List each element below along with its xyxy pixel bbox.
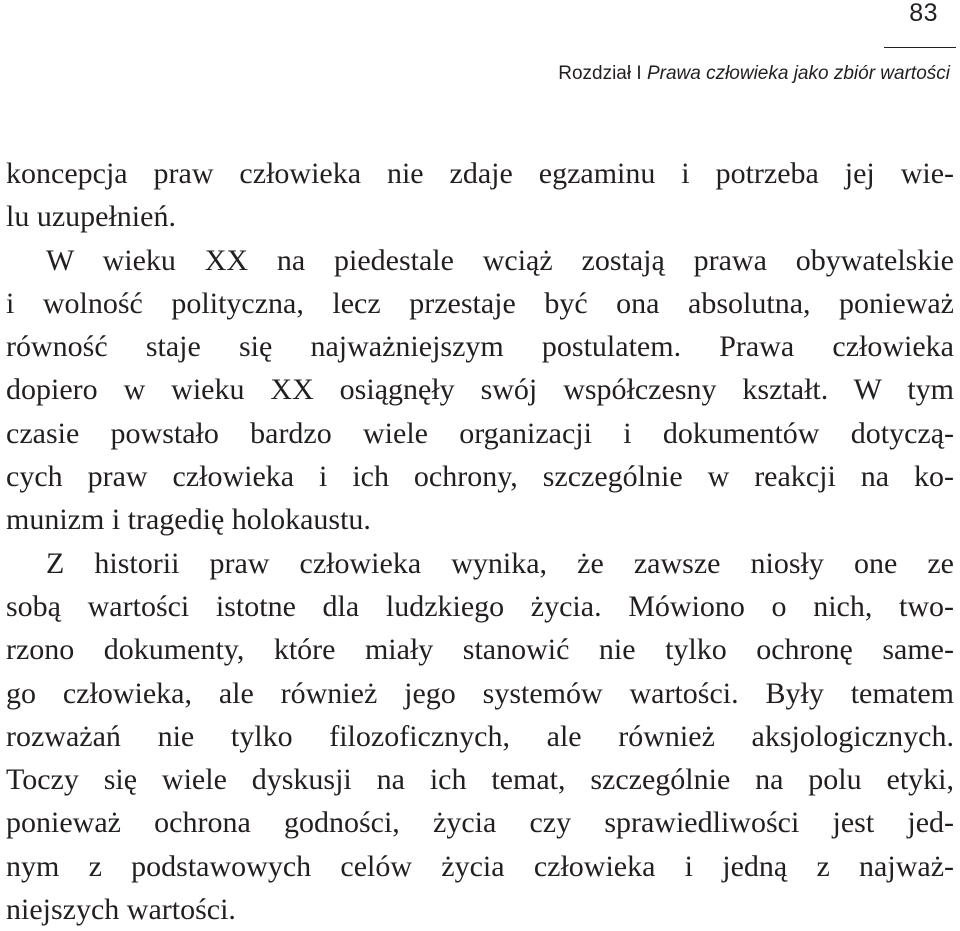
running-head [558,61,950,87]
text-line: rozważań nie tylko filozoficznych, ale również aksjologicznych. [6,719,954,753]
text-line: nym z podstawowych celów życia człowieka i jedną z najważ- [6,849,954,883]
text-line: rzono dokumenty, które miały stanowić nie tylko ochronę same- [6,633,954,667]
chapter-title: Prawa człowieka jako zbiór wartości [646,63,950,84]
text-line: lu uzupełnień. [6,200,176,234]
text-line: cych praw człowieka i ich ochrony, szczególnie w reakcji na ko- [6,460,954,494]
text-line: czasie powstało bardzo wiele organizacji i dokumentów dotyczą- [6,416,954,450]
text-line: ponieważ ochrona godności, życia czy sprawiedliwości jest jed- [6,806,954,840]
header-rule [884,47,956,48]
chapter-label: Rozdział I [558,63,642,84]
text-line: koncepcja praw człowieka nie zdaje egzaminu i potrzeba jej wie- [6,157,954,190]
body-text [6,152,954,931]
text-line: go człowieka, ale również jego systemów wartości. Były tematem [6,676,954,710]
text-line: dopiero w wieku XX osiągnęły swój współczesny kształt. W tym [6,373,954,407]
text-line: munizm i tragedię holokaustu. [6,503,371,537]
text-line: niejszych wartości. [6,893,236,927]
text-line: sobą wartości istotne dla ludzkiego życia. Mówiono o nich, two- [6,589,954,623]
paragraph-first-line: Z historii praw człowieka wynika, że zawsze niosły one ze [46,546,954,580]
paragraph-first-line: W wieku XX na piedestale wciąż zostają prawa obywatelskie [46,243,954,277]
text-line: równość staje się najważniejszym postulatem. Prawa człowieka [6,330,954,364]
text-line: i wolność polityczna, lecz przestaje być ona absolutna, ponieważ [6,286,954,320]
text-line: Toczy się wiele dyskusji na ich temat, szczególnie na polu etyki, [6,763,954,797]
page-number: 83 [909,0,938,27]
